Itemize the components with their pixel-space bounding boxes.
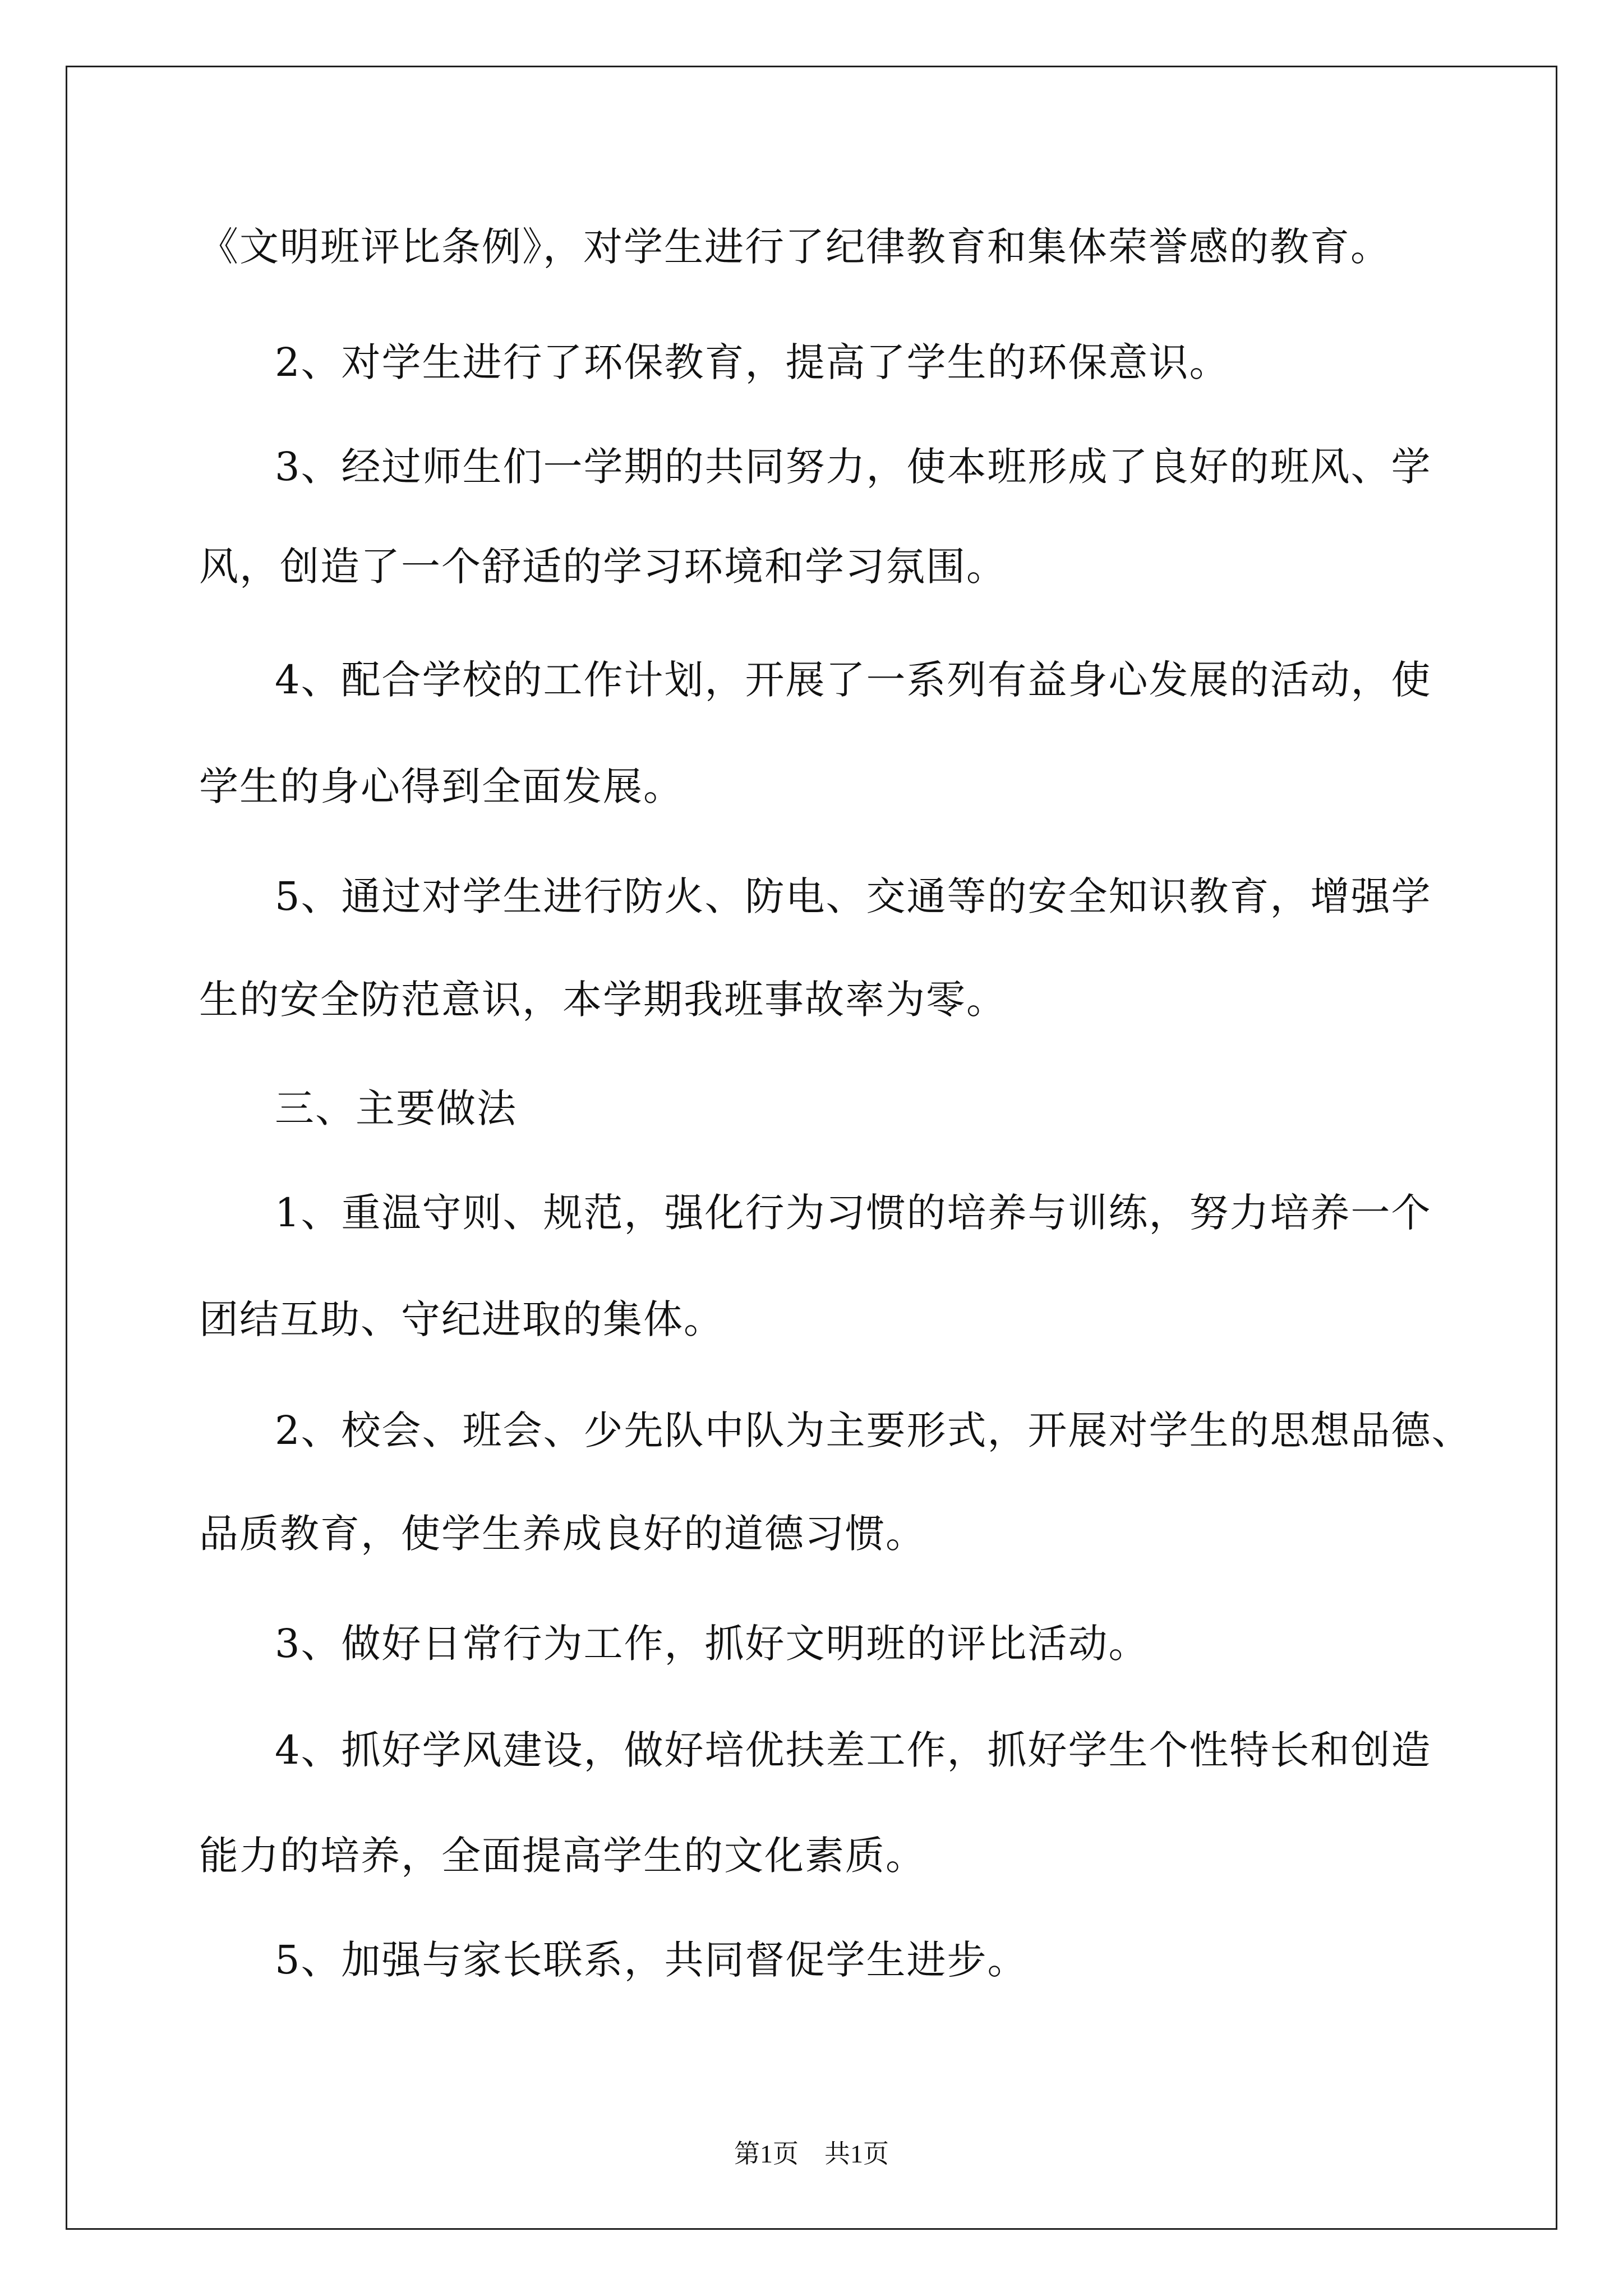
paragraph-line: 5、加强与家长联系，共同督促学生进步。 [275, 1937, 1028, 1983]
paragraph-line: 2、校会、班会、少先队中队为主要形式，开展对学生的思想品德、 [275, 1407, 1472, 1453]
paragraph-line: 品质教育，使学生养成良好的道德习惯。 [199, 1511, 926, 1557]
paragraph-line: 风，创造了一个舒适的学习环境和学习氛围。 [199, 544, 1007, 590]
paragraph-line: 生的安全防范意识，本学期我班事故率为零。 [199, 977, 1007, 1023]
paragraph-line: 2、对学生进行了环保教育，提高了学生的环保意识。 [275, 339, 1230, 385]
paragraph-line: 4、配合学校的工作计划，开展了一系列有益身心发展的活动，使 [275, 657, 1432, 703]
paragraph-line: 《文明班评比条例》，对学生进行了纪律教育和集体荣誉感的教育。 [199, 224, 1391, 270]
paragraph-line: 1、重温守则、规范，强化行为习惯的培养与训练，努力培养一个 [275, 1190, 1432, 1236]
paragraph-line: 能力的培养，全面提高学生的文化素质。 [199, 1833, 926, 1879]
paragraph-line: 4、抓好学风建设，做好培优扶差工作，抓好学生个性特长和创造 [275, 1727, 1432, 1773]
page-border [66, 66, 1557, 2230]
paragraph-line: 5、通过对学生进行防火、防电、交通等的安全知识教育，增强学 [275, 873, 1432, 919]
paragraph-line: 团结互助、守纪进取的集体。 [199, 1296, 724, 1342]
paragraph-line: 3、经过师生们一学期的共同努力，使本班形成了良好的班风、学 [275, 444, 1432, 490]
paragraph-line: 3、做好日常行为工作，抓好文明班的评比活动。 [275, 1621, 1149, 1667]
section-heading: 三、主要做法 [275, 1085, 517, 1131]
paragraph-line: 学生的身心得到全面发展。 [199, 763, 684, 809]
page-number-footer: 第1页 共1页 [734, 2139, 889, 2168]
